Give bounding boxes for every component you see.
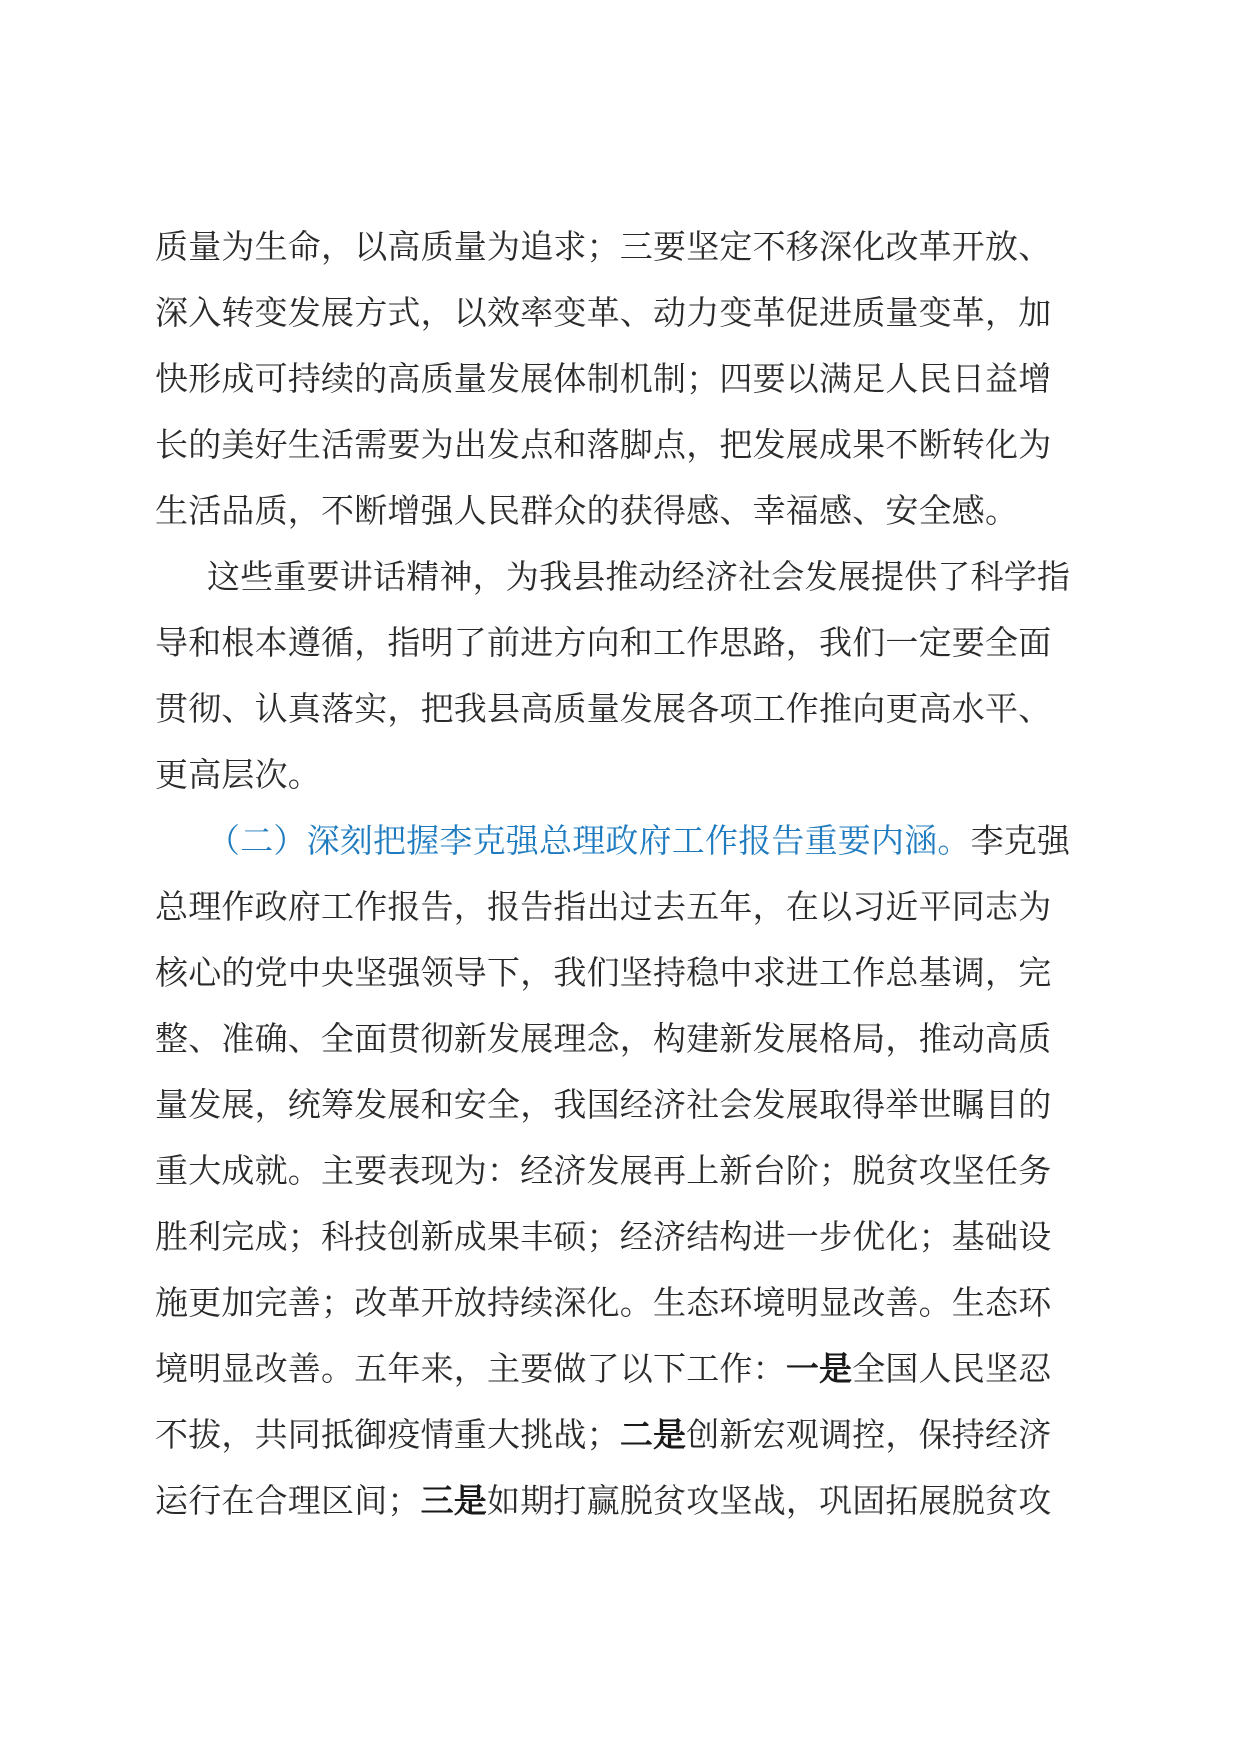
- paragraph-1-line-5: 生活品质，不断增强人民群众的获得感、幸福感、安全感。: [155, 491, 1019, 530]
- body-text: [155, 214, 1095, 1534]
- paragraph-1-line-2: 深入转变发展方式，以效率变革、动力变革促进质量变革，加: [155, 293, 1052, 332]
- paragraph-3-line-7: 胜利完成；科技创新成果丰硕；经济结构进一步优化；基础设: [155, 1217, 1052, 1256]
- paragraph-1-line-1: 质量为生命，以高质量为追求；三要坚定不移深化改革开放、: [155, 227, 1052, 266]
- emphasis-first: 一是: [785, 1349, 853, 1388]
- paragraph-2-line-4: 更高层次。: [155, 755, 321, 794]
- paragraph-1-line-3: 快形成可持续的高质量发展体制机制；四要以满足人民日益增: [155, 359, 1052, 398]
- paragraph-3-line-8: 施更加完善；改革开放持续深化。生态环境明显改善。生态环: [155, 1283, 1052, 1322]
- paragraph-3-line-2: 总理作政府工作报告，报告指出过去五年，在以习近平同志为: [155, 887, 1052, 926]
- paragraph-3-line-9: [155, 1336, 1095, 1402]
- paragraph-3-line-3: 核心的党中央坚强领导下，我们坚持稳中求进工作总基调，完: [155, 953, 1052, 992]
- emphasis-second: 二是: [619, 1415, 687, 1454]
- paragraph-3-line-1: [155, 808, 1095, 874]
- line-10-text-start: 不拔，共同抵御疫情重大挑战；: [155, 1415, 620, 1454]
- line-10-text-end: 创新宏观调控，保持经济: [686, 1415, 1052, 1454]
- line-9-text-end: 全国人民坚忍: [852, 1349, 1052, 1388]
- paragraph-3-line-5: 量发展，统筹发展和安全，我国经济社会发展取得举世瞩目的: [155, 1085, 1052, 1124]
- line-11-text-end: 如期打赢脱贫攻坚战，巩固拓展脱贫攻: [487, 1481, 1052, 1520]
- paragraph-3-line-11: [155, 1468, 1095, 1534]
- line-11-text-start: 运行在合理区间；: [155, 1481, 421, 1520]
- paragraph-3-line-4: 整、准确、全面贯彻新发展理念，构建新发展格局，推动高质: [155, 1019, 1052, 1058]
- paragraph-1-line-4: 长的美好生活需要为出发点和落脚点，把发展成果不断转化为: [155, 425, 1052, 464]
- emphasis-third: 三是: [420, 1481, 488, 1520]
- paragraph-2-line-2: 导和根本遵循，指明了前进方向和工作思路，我们一定要全面: [155, 623, 1052, 662]
- paragraph-3-line-1-rest: 李克强: [970, 821, 1071, 860]
- line-9-text-start: 境明显改善。五年来，主要做了以下工作：: [155, 1349, 786, 1388]
- paragraph-2-line-3: 贯彻、认真落实，把我县高质量发展各项工作推向更高水平、: [155, 689, 1052, 728]
- section-heading: （二）深刻把握李克强总理政府工作报告重要内涵。: [207, 821, 971, 860]
- paragraph-3-line-6: 重大成就。主要表现为：经济发展再上新台阶；脱贫攻坚任务: [155, 1151, 1052, 1190]
- paragraph-3-line-10: [155, 1402, 1095, 1468]
- paragraph-2-line-1: 这些重要讲话精神，为我县推动经济社会发展提供了科学指: [207, 557, 1071, 596]
